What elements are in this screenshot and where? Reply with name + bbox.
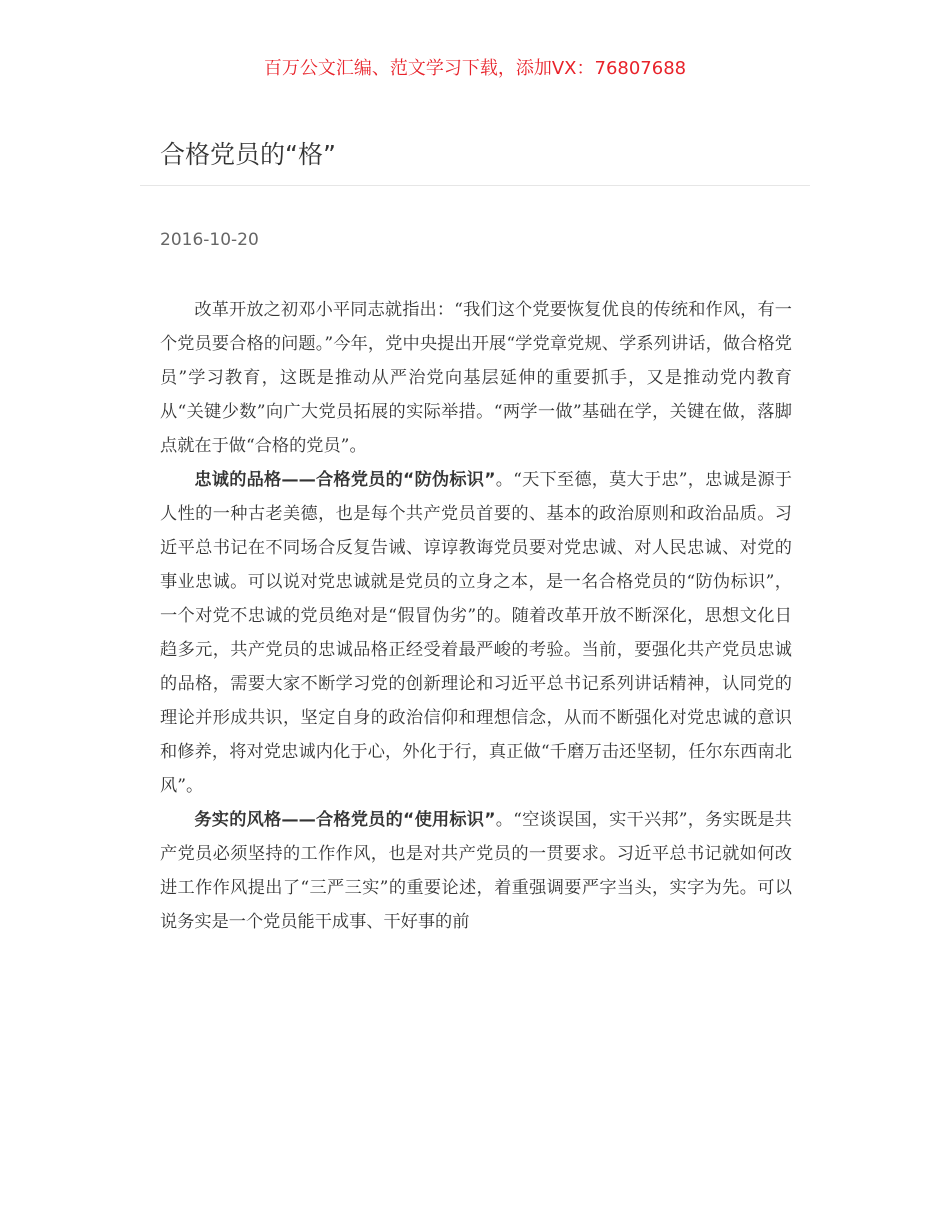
publish-date: 2016-10-20: [160, 230, 259, 250]
title-divider: [140, 185, 810, 186]
section-heading-pragmatism: 务实的风格——合格党员的“使用标识”: [194, 810, 496, 830]
article-title: 合格党员的“格”: [160, 140, 336, 169]
watermark-banner: 百万公文汇编、范文学习下载，添加VX：76807688: [263, 58, 687, 79]
article-body: [160, 293, 792, 939]
intro-paragraph: 改革开放之初邓小平同志就指出：“我们这个党要恢复优良的传统和作风，有一个党员要合格的问题。”今年，党中央提出开展“学党章党规、学系列讲话，做合格党员”学习教育，这既是推动从严治党向基层延伸的重要抓手，又是推动党内教育从“关键少数”向广大党员拓展的实际举措。“两学一做”基础在学，关键在做，落脚点就在于做“合格的党员”。: [160, 300, 792, 456]
section-text-loyalty: 。“天下至德，莫大于忠”，忠诚是源于人性的一种古老美德，也是每个共产党员首要的、基本的政治原则和政治品质。习近平总书记在不同场合反复告诫、谆谆教诲党员要对党忠诚、对人民忠诚、对党的事业忠诚。可以说对党忠诚就是党员的立身之本，是一名合格党员的“防伪标识”，一个对党不忠诚的党员绝对是“假冒伪劣”的。随着改革开放不断深化，思想文化日趋多元，共产党员的忠诚品格正经受着最严峻的考验。当前，要强化共产党员忠诚的品格，需要大家不断学习党的创新理论和习近平总书记系列讲话精神，认同党的理论并形成共识，坚定自身的政治信仰和理想信念，从而不断强化对党忠诚的意识和修养，将对党忠诚内化于心，外化于行，真正做“千磨万击还坚韧，任尔东西南北风”。: [160, 470, 792, 796]
section-heading-loyalty: 忠诚的品格——合格党员的“防伪标识”: [194, 470, 496, 490]
section-paragraph-pragmatism: [160, 803, 792, 939]
section-paragraph-loyalty: [160, 463, 792, 803]
section-text-pragmatism: 。“空谈误国，实干兴邦”，务实既是共产党员必须坚持的工作作风，也是对共产党员的一贯要求。习近平总书记就如何改进工作作风提出了“三严三实”的重要论述，着重强调要严字当头，实字为先。可以说务实是一个党员能干成事、干好事的前: [160, 810, 792, 932]
